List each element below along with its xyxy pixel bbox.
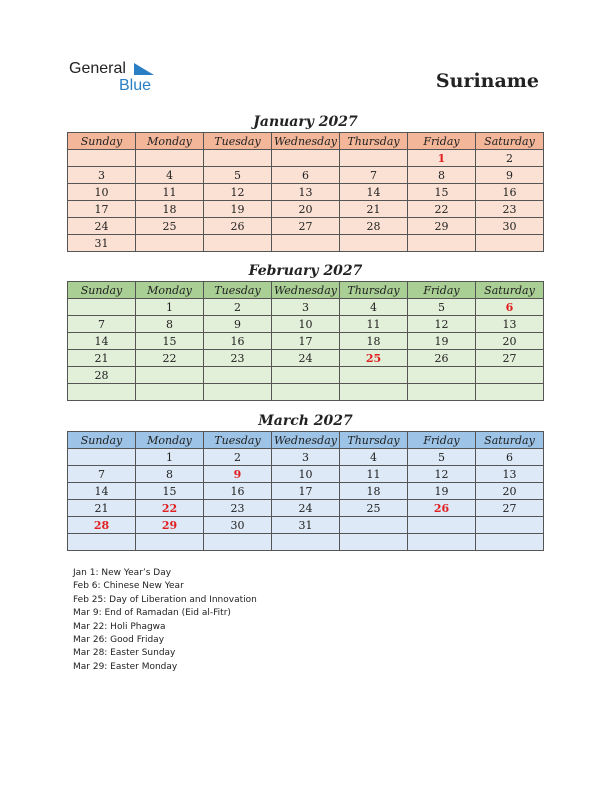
day-cell: 21	[340, 201, 408, 218]
day-cell: 15	[408, 184, 476, 201]
day-cell: 19	[204, 201, 272, 218]
day-cell: 12	[408, 466, 476, 483]
day-cell: 29	[408, 218, 476, 235]
calendar-table	[67, 431, 544, 551]
day-cell: 24	[272, 500, 340, 517]
day-cell: 16	[476, 184, 544, 201]
brand-blue: Blue	[119, 77, 152, 94]
day-cell: 21	[68, 500, 136, 517]
weekday-header: Saturday	[476, 133, 544, 150]
day-cell	[272, 384, 340, 401]
day-cell: 15	[136, 333, 204, 350]
week-row	[68, 184, 544, 201]
day-cell: 9	[476, 167, 544, 184]
day-cell	[204, 235, 272, 252]
weekday-header: Monday	[136, 282, 204, 299]
day-cell: 5	[204, 167, 272, 184]
day-cell: 21	[68, 350, 136, 367]
week-row	[68, 316, 544, 333]
week-row	[68, 517, 544, 534]
day-cell: 26	[204, 218, 272, 235]
day-cell: 14	[68, 483, 136, 500]
day-cell: 16	[204, 333, 272, 350]
day-cell	[408, 384, 476, 401]
day-cell: 1	[408, 150, 476, 167]
day-cell: 12	[204, 184, 272, 201]
holiday-item: Feb 25: Day of Liberation and Innovation	[73, 594, 257, 605]
weekday-header: Tuesday	[204, 432, 272, 449]
holiday-item: Mar 22: Holi Phagwa	[73, 621, 166, 632]
holiday-list	[73, 567, 257, 674]
day-cell: 6	[476, 449, 544, 466]
week-row	[68, 350, 544, 367]
week-row	[68, 367, 544, 384]
holiday-item: Jan 1: New Year’s Day	[73, 568, 172, 578]
day-cell: 10	[68, 184, 136, 201]
day-cell	[272, 150, 340, 167]
day-cell	[204, 384, 272, 401]
holiday-item: Feb 6: Chinese New Year	[73, 581, 184, 592]
week-row	[68, 449, 544, 466]
week-row	[68, 534, 544, 551]
day-cell	[408, 367, 476, 384]
day-cell	[476, 235, 544, 252]
day-cell: 24	[272, 350, 340, 367]
day-cell: 23	[204, 350, 272, 367]
weekday-header: Sunday	[68, 133, 136, 150]
day-cell: 8	[408, 167, 476, 184]
day-cell: 15	[136, 483, 204, 500]
day-cell: 7	[68, 316, 136, 333]
day-cell: 26	[408, 500, 476, 517]
weekday-header: Friday	[408, 133, 476, 150]
weekday-header: Thursday	[340, 133, 408, 150]
day-cell: 25	[136, 218, 204, 235]
weekday-header: Wednesday	[272, 133, 340, 150]
week-row	[68, 500, 544, 517]
day-cell: 12	[408, 316, 476, 333]
day-cell: 14	[68, 333, 136, 350]
day-cell: 19	[408, 333, 476, 350]
day-cell: 3	[272, 449, 340, 466]
day-cell	[408, 235, 476, 252]
day-cell: 18	[340, 333, 408, 350]
week-row	[68, 466, 544, 483]
day-cell	[136, 534, 204, 551]
day-cell	[68, 449, 136, 466]
day-cell: 25	[340, 500, 408, 517]
day-cell: 1	[136, 449, 204, 466]
day-cell	[136, 384, 204, 401]
day-cell	[68, 534, 136, 551]
day-cell	[476, 367, 544, 384]
day-cell: 23	[204, 500, 272, 517]
day-cell	[68, 299, 136, 316]
day-cell: 31	[68, 235, 136, 252]
day-cell: 14	[340, 184, 408, 201]
day-cell	[68, 384, 136, 401]
day-cell	[476, 534, 544, 551]
day-cell: 5	[408, 449, 476, 466]
weekday-header: Monday	[136, 432, 204, 449]
month-title: February 2027	[248, 263, 363, 279]
day-cell	[136, 150, 204, 167]
day-cell	[408, 517, 476, 534]
day-cell: 26	[408, 350, 476, 367]
day-cell	[136, 235, 204, 252]
weekday-header: Saturday	[476, 432, 544, 449]
day-cell: 19	[408, 483, 476, 500]
day-cell	[272, 534, 340, 551]
day-cell: 2	[204, 449, 272, 466]
day-cell: 9	[204, 466, 272, 483]
month-january	[67, 112, 544, 252]
day-cell	[340, 384, 408, 401]
day-cell	[204, 150, 272, 167]
holiday-item: Mar 28: Easter Sunday	[73, 648, 176, 659]
month-march	[67, 411, 544, 551]
day-cell: 9	[204, 316, 272, 333]
day-cell: 4	[136, 167, 204, 184]
day-cell: 11	[340, 466, 408, 483]
day-cell: 18	[340, 483, 408, 500]
holiday-item: Mar 9: End of Ramadan (Eid al-Fitr)	[73, 608, 231, 619]
day-cell: 7	[68, 466, 136, 483]
day-cell: 29	[136, 517, 204, 534]
day-cell	[272, 367, 340, 384]
weekday-header: Tuesday	[204, 282, 272, 299]
week-row	[68, 235, 544, 252]
day-cell	[340, 534, 408, 551]
week-row	[68, 483, 544, 500]
month-title: March 2027	[258, 413, 353, 429]
day-cell: 3	[68, 167, 136, 184]
day-cell	[68, 150, 136, 167]
day-cell: 30	[204, 517, 272, 534]
week-row	[68, 201, 544, 218]
day-cell: 30	[476, 218, 544, 235]
weekday-header: Friday	[408, 282, 476, 299]
day-cell: 8	[136, 316, 204, 333]
weekday-header: Tuesday	[204, 133, 272, 150]
day-cell: 22	[136, 500, 204, 517]
country-title: Suriname	[435, 70, 539, 92]
day-cell: 31	[272, 517, 340, 534]
day-cell: 17	[68, 201, 136, 218]
brand-flag-icon	[134, 63, 154, 77]
day-cell: 4	[340, 299, 408, 316]
week-row	[68, 333, 544, 350]
day-cell: 7	[340, 167, 408, 184]
day-cell: 28	[68, 517, 136, 534]
brand-general: General	[69, 60, 126, 77]
weekday-header: Thursday	[340, 282, 408, 299]
day-cell: 27	[272, 218, 340, 235]
week-row	[68, 218, 544, 235]
holiday-item: Mar 29: Easter Monday	[73, 661, 178, 672]
day-cell	[204, 534, 272, 551]
day-cell: 3	[272, 299, 340, 316]
day-cell	[340, 235, 408, 252]
day-cell: 27	[476, 500, 544, 517]
day-cell: 5	[408, 299, 476, 316]
day-cell: 28	[340, 218, 408, 235]
weekday-header: Saturday	[476, 282, 544, 299]
weekday-header: Sunday	[68, 432, 136, 449]
day-cell	[476, 517, 544, 534]
weekday-header: Wednesday	[272, 282, 340, 299]
day-cell: 24	[68, 218, 136, 235]
day-cell: 17	[272, 483, 340, 500]
day-cell: 13	[476, 466, 544, 483]
month-title: January 2027	[253, 114, 358, 130]
holiday-item: Mar 26: Good Friday	[73, 635, 165, 646]
day-cell: 10	[272, 466, 340, 483]
day-cell	[136, 367, 204, 384]
day-cell: 4	[340, 449, 408, 466]
day-cell: 27	[476, 350, 544, 367]
weekday-header: Wednesday	[272, 432, 340, 449]
day-cell: 13	[476, 316, 544, 333]
day-cell: 22	[408, 201, 476, 218]
day-cell	[272, 235, 340, 252]
day-cell: 10	[272, 316, 340, 333]
day-cell: 11	[136, 184, 204, 201]
day-cell: 8	[136, 466, 204, 483]
day-cell: 25	[340, 350, 408, 367]
day-cell: 28	[68, 367, 136, 384]
day-cell: 23	[476, 201, 544, 218]
month-february	[67, 261, 544, 401]
calendar-table	[67, 132, 544, 252]
week-row	[68, 167, 544, 184]
week-row	[68, 150, 544, 167]
day-cell	[340, 150, 408, 167]
weekday-header: Thursday	[340, 432, 408, 449]
week-row	[68, 384, 544, 401]
day-cell	[408, 534, 476, 551]
weekday-header: Sunday	[68, 282, 136, 299]
weekday-header: Friday	[408, 432, 476, 449]
day-cell: 13	[272, 184, 340, 201]
day-cell: 20	[476, 333, 544, 350]
day-cell	[340, 517, 408, 534]
weekday-header: Monday	[136, 133, 204, 150]
week-row	[68, 299, 544, 316]
brand-logo	[69, 60, 169, 100]
day-cell	[476, 384, 544, 401]
calendar-table	[67, 281, 544, 401]
day-cell	[204, 367, 272, 384]
day-cell: 2	[204, 299, 272, 316]
day-cell: 22	[136, 350, 204, 367]
day-cell: 2	[476, 150, 544, 167]
day-cell: 20	[272, 201, 340, 218]
day-cell: 20	[476, 483, 544, 500]
day-cell: 18	[136, 201, 204, 218]
day-cell: 6	[272, 167, 340, 184]
day-cell: 17	[272, 333, 340, 350]
day-cell: 1	[136, 299, 204, 316]
day-cell: 16	[204, 483, 272, 500]
day-cell: 6	[476, 299, 544, 316]
day-cell: 11	[340, 316, 408, 333]
day-cell	[340, 367, 408, 384]
